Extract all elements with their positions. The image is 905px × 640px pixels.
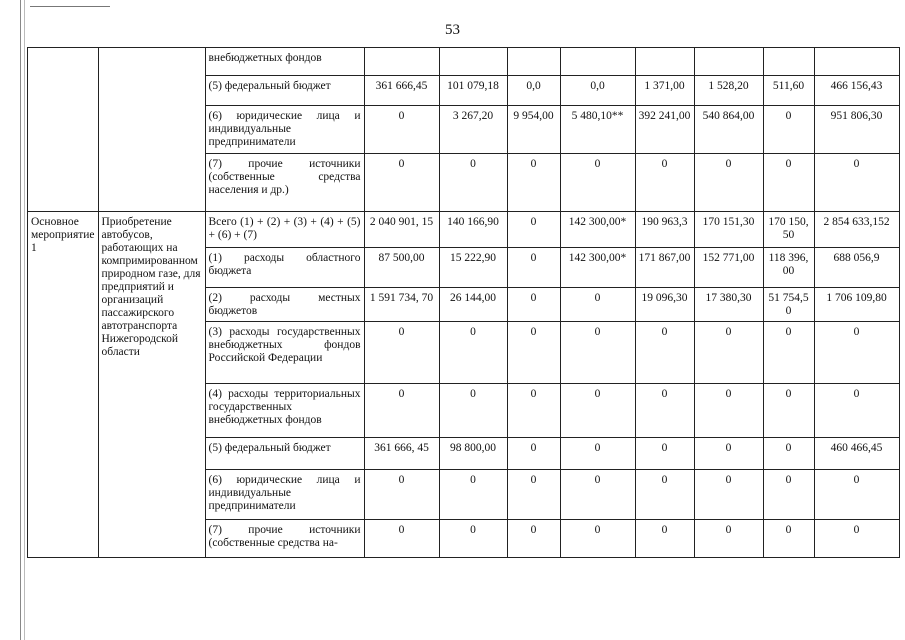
value-cell: 0 [763,438,814,470]
value-cell: 170 150,50 [763,212,814,248]
value-cell: 0 [507,384,560,438]
value-cell: 0 [364,322,439,384]
value-cell: 0 [763,322,814,384]
value-cell: 361 666, 45 [364,438,439,470]
source-label-cell: (6) юридические лица и индивидуальные предприниматели [205,106,364,154]
value-cell: 0 [507,322,560,384]
source-label-cell: (7) прочие источники (собственные средства населения и др.) [205,154,364,212]
value-cell: 0 [694,438,763,470]
value-cell: 19 096,30 [635,288,694,322]
value-cell: 361 666,45 [364,76,439,106]
value-cell: 15 222,90 [439,248,507,288]
value-cell: 0 [560,520,635,558]
value-cell [694,48,763,76]
value-cell: 951 806,30 [814,106,899,154]
table-row [28,48,900,76]
continued-description-cell [98,48,205,212]
value-cell: 0 [560,470,635,520]
value-cell: 26 144,00 [439,288,507,322]
event-description-cell: Приобретение автобусов, работающих на компримированном природном газе, для предприятий и организаций пассажирского автотранспорта Нижегородской области [98,212,205,558]
value-cell: 0,0 [507,76,560,106]
value-cell: 0 [507,470,560,520]
value-cell: 3 267,20 [439,106,507,154]
value-cell: 0 [694,384,763,438]
table-row [28,212,900,248]
value-cell: 152 771,00 [694,248,763,288]
value-cell: 0 [763,470,814,520]
source-label-cell: Всего (1) + (2) + (3) + (4) + (5) + (6) + (7) [205,212,364,248]
value-cell: 0 [763,106,814,154]
value-cell: 0 [364,106,439,154]
value-cell: 511,60 [763,76,814,106]
value-cell: 1 706 109,80 [814,288,899,322]
value-cell: 0,0 [560,76,635,106]
value-cell: 1 528,20 [694,76,763,106]
value-cell: 0 [507,520,560,558]
source-label-cell: (1) расходы областного бюджета [205,248,364,288]
value-cell: 688 056,9 [814,248,899,288]
value-cell: 0 [507,212,560,248]
value-cell: 0 [635,322,694,384]
source-label-cell: (2) расходы местных бюджетов [205,288,364,322]
value-cell: 0 [635,520,694,558]
value-cell: 0 [364,520,439,558]
source-label-cell: (4) расходы территориальных государственных внебюджетных фондов [205,384,364,438]
value-cell: 0 [560,288,635,322]
value-cell [635,48,694,76]
value-cell: 0 [560,384,635,438]
value-cell [814,48,899,76]
value-cell: 0 [694,154,763,212]
value-cell: 0 [635,154,694,212]
value-cell: 0 [763,384,814,438]
value-cell: 98 800,00 [439,438,507,470]
continued-event-cell [28,48,99,212]
value-cell [763,48,814,76]
value-cell: 171 867,00 [635,248,694,288]
value-cell: 0 [507,154,560,212]
value-cell: 0 [439,520,507,558]
value-cell: 142 300,00* [560,248,635,288]
binding-margin-line [20,0,21,640]
value-cell: 142 300,00* [560,212,635,248]
value-cell: 0 [814,520,899,558]
value-cell: 1 371,00 [635,76,694,106]
value-cell: 0 [507,248,560,288]
value-cell: 0 [635,470,694,520]
value-cell: 0 [763,154,814,212]
value-cell: 0 [694,520,763,558]
value-cell [439,48,507,76]
value-cell: 460 466,45 [814,438,899,470]
value-cell: 1 591 734, 70 [364,288,439,322]
value-cell: 0 [814,384,899,438]
value-cell: 392 241,00 [635,106,694,154]
budget-table-body [28,48,900,558]
source-label-cell: внебюджетных фондов [205,48,364,76]
value-cell: 0 [507,438,560,470]
source-label-cell: (3) расходы государственных внебюджетных фондов Российской Федерации [205,322,364,384]
source-label-cell: (5) федеральный бюджет [205,438,364,470]
value-cell: 2 040 901, 15 [364,212,439,248]
value-cell: 51 754,50 [763,288,814,322]
value-cell: 0 [763,520,814,558]
value-cell [507,48,560,76]
value-cell: 101 079,18 [439,76,507,106]
value-cell: 0 [694,322,763,384]
value-cell: 0 [560,154,635,212]
source-label-cell: (6) юридические лица и индивидуальные предприниматели [205,470,364,520]
value-cell: 5 480,10** [560,106,635,154]
value-cell: 2 854 633,152 [814,212,899,248]
value-cell: 0 [694,470,763,520]
value-cell: 0 [364,384,439,438]
value-cell: 0 [439,384,507,438]
value-cell: 540 864,00 [694,106,763,154]
value-cell [560,48,635,76]
value-cell: 0 [814,470,899,520]
value-cell: 0 [560,438,635,470]
scan-top-mark [30,0,110,7]
binding-margin-line-inner [24,0,25,640]
value-cell: 170 151,30 [694,212,763,248]
value-cell [364,48,439,76]
value-cell: 0 [560,322,635,384]
source-label-cell: (7) прочие источники (собственные средства на- [205,520,364,558]
value-cell: 0 [635,438,694,470]
page-number: 53 [445,22,460,38]
value-cell: 87 500,00 [364,248,439,288]
value-cell: 466 156,43 [814,76,899,106]
value-cell: 0 [364,470,439,520]
value-cell: 0 [364,154,439,212]
value-cell: 0 [439,470,507,520]
value-cell: 0 [814,322,899,384]
value-cell: 118 396,00 [763,248,814,288]
value-cell: 0 [635,384,694,438]
value-cell: 0 [439,322,507,384]
value-cell: 0 [507,288,560,322]
budget-table [27,47,900,558]
value-cell: 140 166,90 [439,212,507,248]
value-cell: 0 [814,154,899,212]
value-cell: 9 954,00 [507,106,560,154]
event-name-cell: Основное мероприятие 1 [28,212,99,558]
value-cell: 190 963,3 [635,212,694,248]
value-cell: 17 380,30 [694,288,763,322]
value-cell: 0 [439,154,507,212]
source-label-cell: (5) федеральный бюджет [205,76,364,106]
